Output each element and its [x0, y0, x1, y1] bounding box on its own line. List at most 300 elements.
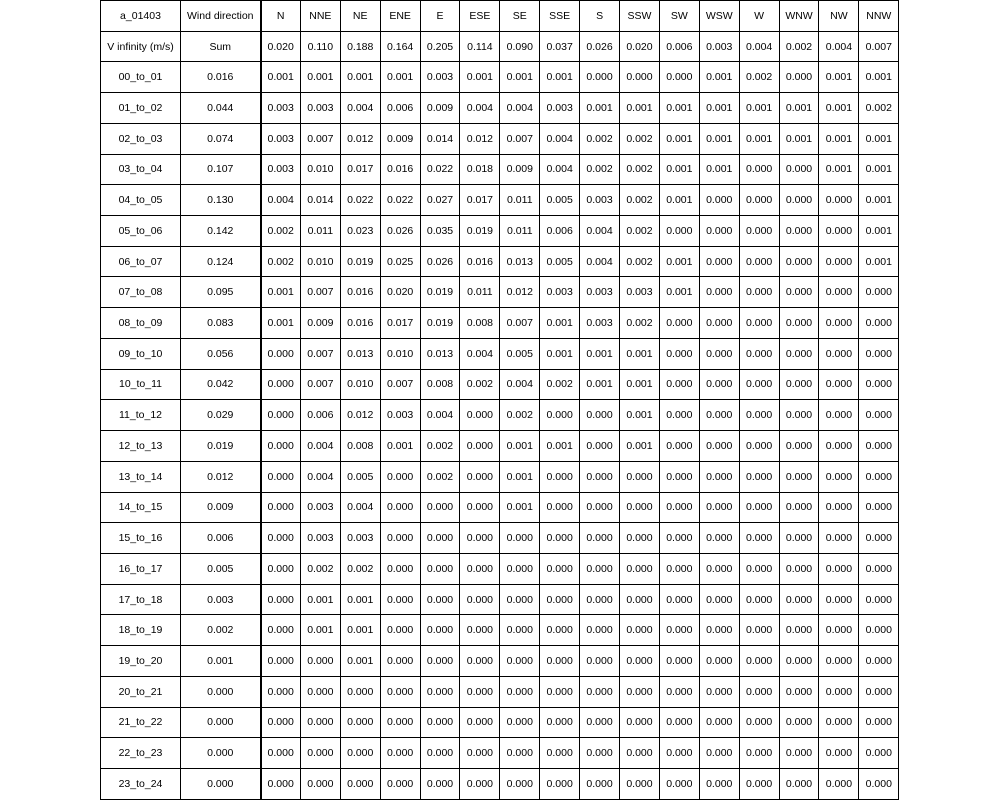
table-cell: 0.000 [819, 369, 859, 400]
table-row [101, 338, 899, 369]
table-cell: 0.019 [420, 308, 460, 339]
table-cell: 0.000 [859, 707, 899, 738]
table-cell: 0.004 [460, 93, 500, 124]
table-cell: 0.000 [819, 584, 859, 615]
table-row [101, 369, 899, 400]
table-cell: 0.001 [500, 431, 540, 462]
table-cell: 0.000 [380, 768, 420, 799]
table-cell: 0.003 [580, 277, 620, 308]
table-cell: 0.000 [659, 216, 699, 247]
table-cell: 0.001 [779, 93, 819, 124]
table-cell: 0.000 [859, 646, 899, 677]
table-cell: 0.000 [380, 461, 420, 492]
table-cell: 0.001 [300, 584, 340, 615]
table-cell: 0.026 [380, 216, 420, 247]
table-cell: 0.001 [500, 492, 540, 523]
table-cell: 0.002 [420, 431, 460, 462]
row-sum-cell: 0.001 [181, 646, 261, 677]
table-cell: 0.001 [580, 369, 620, 400]
table-cell: 0.002 [620, 216, 660, 247]
table-cell: 0.000 [859, 369, 899, 400]
table-cell: 0.002 [620, 308, 660, 339]
table-row [101, 738, 899, 769]
sum-label: Sum [181, 31, 261, 62]
table-row [101, 277, 899, 308]
table-cell: 0.000 [699, 277, 739, 308]
table-cell: 0.002 [580, 123, 620, 154]
table-cell: 0.000 [779, 707, 819, 738]
table-cell: 0.000 [460, 492, 500, 523]
table-cell: 0.000 [819, 523, 859, 554]
table-cell: 0.000 [739, 431, 779, 462]
table-cell: 0.009 [420, 93, 460, 124]
table-row [101, 584, 899, 615]
speed-bin-label: 05_to_06 [101, 216, 181, 247]
table-cell: 0.007 [500, 308, 540, 339]
table-cell: 0.000 [819, 400, 859, 431]
row-sum-cell: 0.000 [181, 768, 261, 799]
table-cell: 0.000 [420, 553, 460, 584]
table-row [101, 553, 899, 584]
table-cell: 0.000 [300, 676, 340, 707]
table-cell: 0.002 [261, 246, 301, 277]
table-cell: 0.000 [420, 523, 460, 554]
table-cell: 0.000 [261, 553, 301, 584]
direction-header-cell: NNE [300, 1, 340, 32]
table-cell: 0.013 [340, 338, 380, 369]
table-cell: 0.010 [300, 246, 340, 277]
table-cell: 0.010 [300, 154, 340, 185]
table-cell: 0.000 [540, 738, 580, 769]
table-cell: 0.000 [261, 492, 301, 523]
direction-header-cell: NW [819, 1, 859, 32]
direction-sum-cell: 0.003 [699, 31, 739, 62]
table-cell: 0.000 [859, 277, 899, 308]
table-cell: 0.000 [699, 738, 739, 769]
table-cell: 0.000 [580, 431, 620, 462]
table-cell: 0.000 [659, 553, 699, 584]
table-row [101, 707, 899, 738]
table-cell: 0.000 [699, 246, 739, 277]
table-cell: 0.000 [699, 400, 739, 431]
table-cell: 0.000 [699, 308, 739, 339]
table-cell: 0.006 [380, 93, 420, 124]
direction-sum-cell: 0.026 [580, 31, 620, 62]
table-cell: 0.007 [300, 369, 340, 400]
table-cell: 0.000 [659, 584, 699, 615]
table-cell: 0.000 [739, 646, 779, 677]
table-cell: 0.035 [420, 216, 460, 247]
table-cell: 0.001 [540, 62, 580, 93]
speed-bin-label: 07_to_08 [101, 277, 181, 308]
row-sum-cell: 0.142 [181, 216, 261, 247]
corner-label: a_01403 [101, 1, 181, 32]
table-cell: 0.001 [739, 123, 779, 154]
table-cell: 0.001 [699, 123, 739, 154]
table-cell: 0.000 [779, 584, 819, 615]
table-cell: 0.003 [261, 123, 301, 154]
table-cell: 0.002 [620, 246, 660, 277]
table-cell: 0.000 [261, 738, 301, 769]
table-cell: 0.000 [659, 431, 699, 462]
table-cell: 0.000 [580, 707, 620, 738]
table-cell: 0.000 [779, 646, 819, 677]
table-cell: 0.000 [500, 646, 540, 677]
table-cell: 0.000 [779, 369, 819, 400]
table-cell: 0.000 [540, 523, 580, 554]
table-cell: 0.001 [580, 93, 620, 124]
table-row [101, 308, 899, 339]
table-row [101, 216, 899, 247]
direction-sum-cell: 0.020 [620, 31, 660, 62]
table-cell: 0.017 [460, 185, 500, 216]
table-cell: 0.000 [859, 738, 899, 769]
table-cell: 0.000 [859, 338, 899, 369]
table-cell: 0.010 [380, 338, 420, 369]
table-cell: 0.000 [819, 185, 859, 216]
table-cell: 0.000 [540, 492, 580, 523]
sum-row [101, 31, 899, 62]
table-cell: 0.000 [819, 461, 859, 492]
table-cell: 0.000 [819, 615, 859, 646]
speed-bin-label: 12_to_13 [101, 431, 181, 462]
table-cell: 0.002 [859, 93, 899, 124]
table-row [101, 400, 899, 431]
table-cell: 0.000 [739, 615, 779, 646]
table-cell: 0.000 [580, 646, 620, 677]
table-cell: 0.012 [340, 400, 380, 431]
table-cell: 0.008 [460, 308, 500, 339]
table-cell: 0.000 [540, 615, 580, 646]
table-cell: 0.022 [420, 154, 460, 185]
table-cell: 0.000 [659, 646, 699, 677]
table-cell: 0.000 [659, 523, 699, 554]
row-sum-cell: 0.012 [181, 461, 261, 492]
table-cell: 0.001 [540, 308, 580, 339]
table-cell: 0.016 [380, 154, 420, 185]
table-cell: 0.001 [540, 338, 580, 369]
table-cell: 0.003 [620, 277, 660, 308]
table-cell: 0.003 [300, 492, 340, 523]
direction-sum-cell: 0.004 [819, 31, 859, 62]
table-cell: 0.000 [859, 308, 899, 339]
wind-distribution-table-container [100, 0, 899, 800]
direction-header-cell: SW [659, 1, 699, 32]
table-cell: 0.000 [460, 768, 500, 799]
table-cell: 0.000 [261, 523, 301, 554]
table-cell: 0.000 [819, 308, 859, 339]
table-cell: 0.000 [540, 707, 580, 738]
table-cell: 0.001 [819, 62, 859, 93]
table-cell: 0.000 [580, 62, 620, 93]
row-sum-cell: 0.003 [181, 584, 261, 615]
table-cell: 0.001 [261, 62, 301, 93]
table-cell: 0.000 [580, 768, 620, 799]
table-cell: 0.000 [779, 768, 819, 799]
table-cell: 0.000 [460, 646, 500, 677]
speed-bin-label: 04_to_05 [101, 185, 181, 216]
direction-sum-cell: 0.004 [739, 31, 779, 62]
row-sum-cell: 0.074 [181, 123, 261, 154]
table-cell: 0.002 [540, 369, 580, 400]
direction-header-cell: N [261, 1, 301, 32]
speed-bin-label: 22_to_23 [101, 738, 181, 769]
table-cell: 0.004 [340, 492, 380, 523]
table-cell: 0.000 [739, 308, 779, 339]
table-cell: 0.009 [300, 308, 340, 339]
table-cell: 0.002 [580, 154, 620, 185]
table-cell: 0.000 [779, 308, 819, 339]
table-row [101, 93, 899, 124]
table-cell: 0.001 [859, 123, 899, 154]
table-cell: 0.000 [699, 676, 739, 707]
table-cell: 0.000 [261, 369, 301, 400]
table-cell: 0.007 [300, 338, 340, 369]
table-cell: 0.000 [500, 615, 540, 646]
table-cell: 0.000 [699, 216, 739, 247]
table-cell: 0.000 [380, 492, 420, 523]
table-row [101, 154, 899, 185]
table-cell: 0.000 [380, 707, 420, 738]
table-cell: 0.003 [580, 185, 620, 216]
table-cell: 0.000 [779, 615, 819, 646]
table-cell: 0.000 [420, 646, 460, 677]
table-cell: 0.000 [500, 584, 540, 615]
table-cell: 0.000 [819, 707, 859, 738]
table-cell: 0.000 [500, 738, 540, 769]
row-sum-cell: 0.006 [181, 523, 261, 554]
table-cell: 0.005 [540, 185, 580, 216]
table-cell: 0.000 [739, 676, 779, 707]
table-cell: 0.000 [300, 646, 340, 677]
table-cell: 0.019 [340, 246, 380, 277]
table-cell: 0.000 [460, 676, 500, 707]
table-cell: 0.001 [659, 246, 699, 277]
table-cell: 0.004 [580, 246, 620, 277]
direction-header-cell: W [739, 1, 779, 32]
table-cell: 0.000 [659, 400, 699, 431]
table-cell: 0.000 [739, 216, 779, 247]
table-cell: 0.000 [859, 768, 899, 799]
table-cell: 0.010 [340, 369, 380, 400]
table-cell: 0.000 [460, 553, 500, 584]
table-cell: 0.005 [500, 338, 540, 369]
table-cell: 0.000 [779, 62, 819, 93]
table-cell: 0.001 [859, 246, 899, 277]
table-cell: 0.000 [699, 523, 739, 554]
direction-header-cell: WNW [779, 1, 819, 32]
table-cell: 0.000 [420, 707, 460, 738]
table-cell: 0.000 [779, 431, 819, 462]
table-cell: 0.001 [659, 154, 699, 185]
table-cell: 0.000 [859, 553, 899, 584]
speed-bin-label: 20_to_21 [101, 676, 181, 707]
table-cell: 0.006 [300, 400, 340, 431]
row-sum-cell: 0.124 [181, 246, 261, 277]
table-cell: 0.004 [300, 431, 340, 462]
table-cell: 0.000 [540, 676, 580, 707]
speed-bin-label: 03_to_04 [101, 154, 181, 185]
table-cell: 0.000 [620, 523, 660, 554]
direction-header-cell: ENE [380, 1, 420, 32]
table-cell: 0.003 [300, 523, 340, 554]
table-cell: 0.000 [580, 400, 620, 431]
direction-header-cell: E [420, 1, 460, 32]
table-cell: 0.000 [699, 431, 739, 462]
table-cell: 0.000 [699, 584, 739, 615]
table-cell: 0.000 [261, 400, 301, 431]
speed-bin-label: 21_to_22 [101, 707, 181, 738]
table-cell: 0.000 [500, 523, 540, 554]
table-cell: 0.004 [500, 93, 540, 124]
table-cell: 0.000 [699, 492, 739, 523]
table-cell: 0.000 [779, 400, 819, 431]
table-cell: 0.008 [420, 369, 460, 400]
table-cell: 0.000 [819, 216, 859, 247]
direction-sum-cell: 0.037 [540, 31, 580, 62]
direction-sum-cell: 0.006 [659, 31, 699, 62]
table-cell: 0.000 [739, 369, 779, 400]
speed-bin-label: 16_to_17 [101, 553, 181, 584]
table-cell: 0.020 [380, 277, 420, 308]
row-sum-cell: 0.002 [181, 615, 261, 646]
table-cell: 0.000 [620, 553, 660, 584]
table-cell: 0.003 [540, 277, 580, 308]
table-cell: 0.000 [739, 523, 779, 554]
table-cell: 0.000 [460, 431, 500, 462]
table-cell: 0.000 [620, 461, 660, 492]
table-row [101, 461, 899, 492]
speed-bin-label: 01_to_02 [101, 93, 181, 124]
table-cell: 0.000 [819, 646, 859, 677]
table-cell: 0.022 [340, 185, 380, 216]
table-cell: 0.000 [540, 646, 580, 677]
direction-sum-cell: 0.007 [859, 31, 899, 62]
speed-bin-label: 23_to_24 [101, 768, 181, 799]
table-cell: 0.000 [380, 738, 420, 769]
table-cell: 0.000 [540, 584, 580, 615]
table-cell: 0.001 [859, 185, 899, 216]
row-sum-cell: 0.107 [181, 154, 261, 185]
table-cell: 0.000 [779, 154, 819, 185]
speed-bin-label: 06_to_07 [101, 246, 181, 277]
table-cell: 0.012 [460, 123, 500, 154]
table-cell: 0.000 [659, 615, 699, 646]
table-cell: 0.004 [340, 93, 380, 124]
speed-bin-label: 18_to_19 [101, 615, 181, 646]
table-cell: 0.000 [699, 615, 739, 646]
table-cell: 0.023 [340, 216, 380, 247]
table-cell: 0.000 [659, 492, 699, 523]
table-cell: 0.000 [261, 338, 301, 369]
table-cell: 0.012 [340, 123, 380, 154]
table-cell: 0.002 [340, 553, 380, 584]
table-cell: 0.000 [779, 676, 819, 707]
table-cell: 0.000 [580, 461, 620, 492]
table-cell: 0.000 [460, 400, 500, 431]
table-cell: 0.001 [699, 62, 739, 93]
table-cell: 0.001 [300, 615, 340, 646]
table-cell: 0.004 [420, 400, 460, 431]
table-cell: 0.000 [699, 338, 739, 369]
table-cell: 0.001 [340, 584, 380, 615]
table-cell: 0.007 [500, 123, 540, 154]
table-cell: 0.000 [819, 553, 859, 584]
table-cell: 0.000 [819, 431, 859, 462]
table-cell: 0.000 [580, 584, 620, 615]
table-cell: 0.000 [580, 553, 620, 584]
table-cell: 0.000 [659, 738, 699, 769]
table-cell: 0.000 [340, 768, 380, 799]
table-cell: 0.000 [420, 584, 460, 615]
table-cell: 0.000 [779, 216, 819, 247]
table-row [101, 646, 899, 677]
speed-bin-label: 11_to_12 [101, 400, 181, 431]
table-cell: 0.000 [779, 738, 819, 769]
table-cell: 0.000 [300, 707, 340, 738]
table-cell: 0.002 [300, 553, 340, 584]
table-cell: 0.000 [659, 62, 699, 93]
table-cell: 0.003 [540, 93, 580, 124]
table-cell: 0.000 [739, 277, 779, 308]
table-cell: 0.004 [300, 461, 340, 492]
table-cell: 0.001 [819, 93, 859, 124]
row-sum-cell: 0.005 [181, 553, 261, 584]
table-cell: 0.014 [420, 123, 460, 154]
table-cell: 0.001 [340, 62, 380, 93]
table-cell: 0.007 [380, 369, 420, 400]
table-cell: 0.000 [819, 492, 859, 523]
table-cell: 0.000 [859, 492, 899, 523]
table-cell: 0.019 [420, 277, 460, 308]
wind-direction-header: Wind direction [181, 1, 261, 32]
table-cell: 0.000 [739, 584, 779, 615]
table-cell: 0.000 [420, 768, 460, 799]
table-cell: 0.000 [420, 676, 460, 707]
table-cell: 0.000 [859, 400, 899, 431]
table-cell: 0.000 [340, 738, 380, 769]
direction-sum-cell: 0.114 [460, 31, 500, 62]
direction-sum-cell: 0.164 [380, 31, 420, 62]
table-cell: 0.000 [659, 338, 699, 369]
table-cell: 0.001 [859, 62, 899, 93]
table-cell: 0.001 [739, 93, 779, 124]
table-cell: 0.000 [500, 553, 540, 584]
speed-bin-label: 00_to_01 [101, 62, 181, 93]
table-cell: 0.002 [620, 185, 660, 216]
table-cell: 0.006 [540, 216, 580, 247]
row-sum-cell: 0.056 [181, 338, 261, 369]
table-cell: 0.000 [620, 62, 660, 93]
table-cell: 0.003 [340, 523, 380, 554]
table-cell: 0.000 [580, 523, 620, 554]
table-cell: 0.000 [659, 676, 699, 707]
table-cell: 0.012 [500, 277, 540, 308]
speed-bin-label: 15_to_16 [101, 523, 181, 554]
table-row [101, 246, 899, 277]
direction-header-cell: NNW [859, 1, 899, 32]
table-cell: 0.000 [739, 707, 779, 738]
table-cell: 0.000 [819, 676, 859, 707]
table-cell: 0.000 [460, 707, 500, 738]
direction-sum-cell: 0.110 [300, 31, 340, 62]
table-row [101, 676, 899, 707]
table-cell: 0.000 [420, 492, 460, 523]
table-cell: 0.000 [739, 185, 779, 216]
table-cell: 0.000 [779, 338, 819, 369]
table-cell: 0.000 [699, 369, 739, 400]
table-cell: 0.000 [859, 431, 899, 462]
